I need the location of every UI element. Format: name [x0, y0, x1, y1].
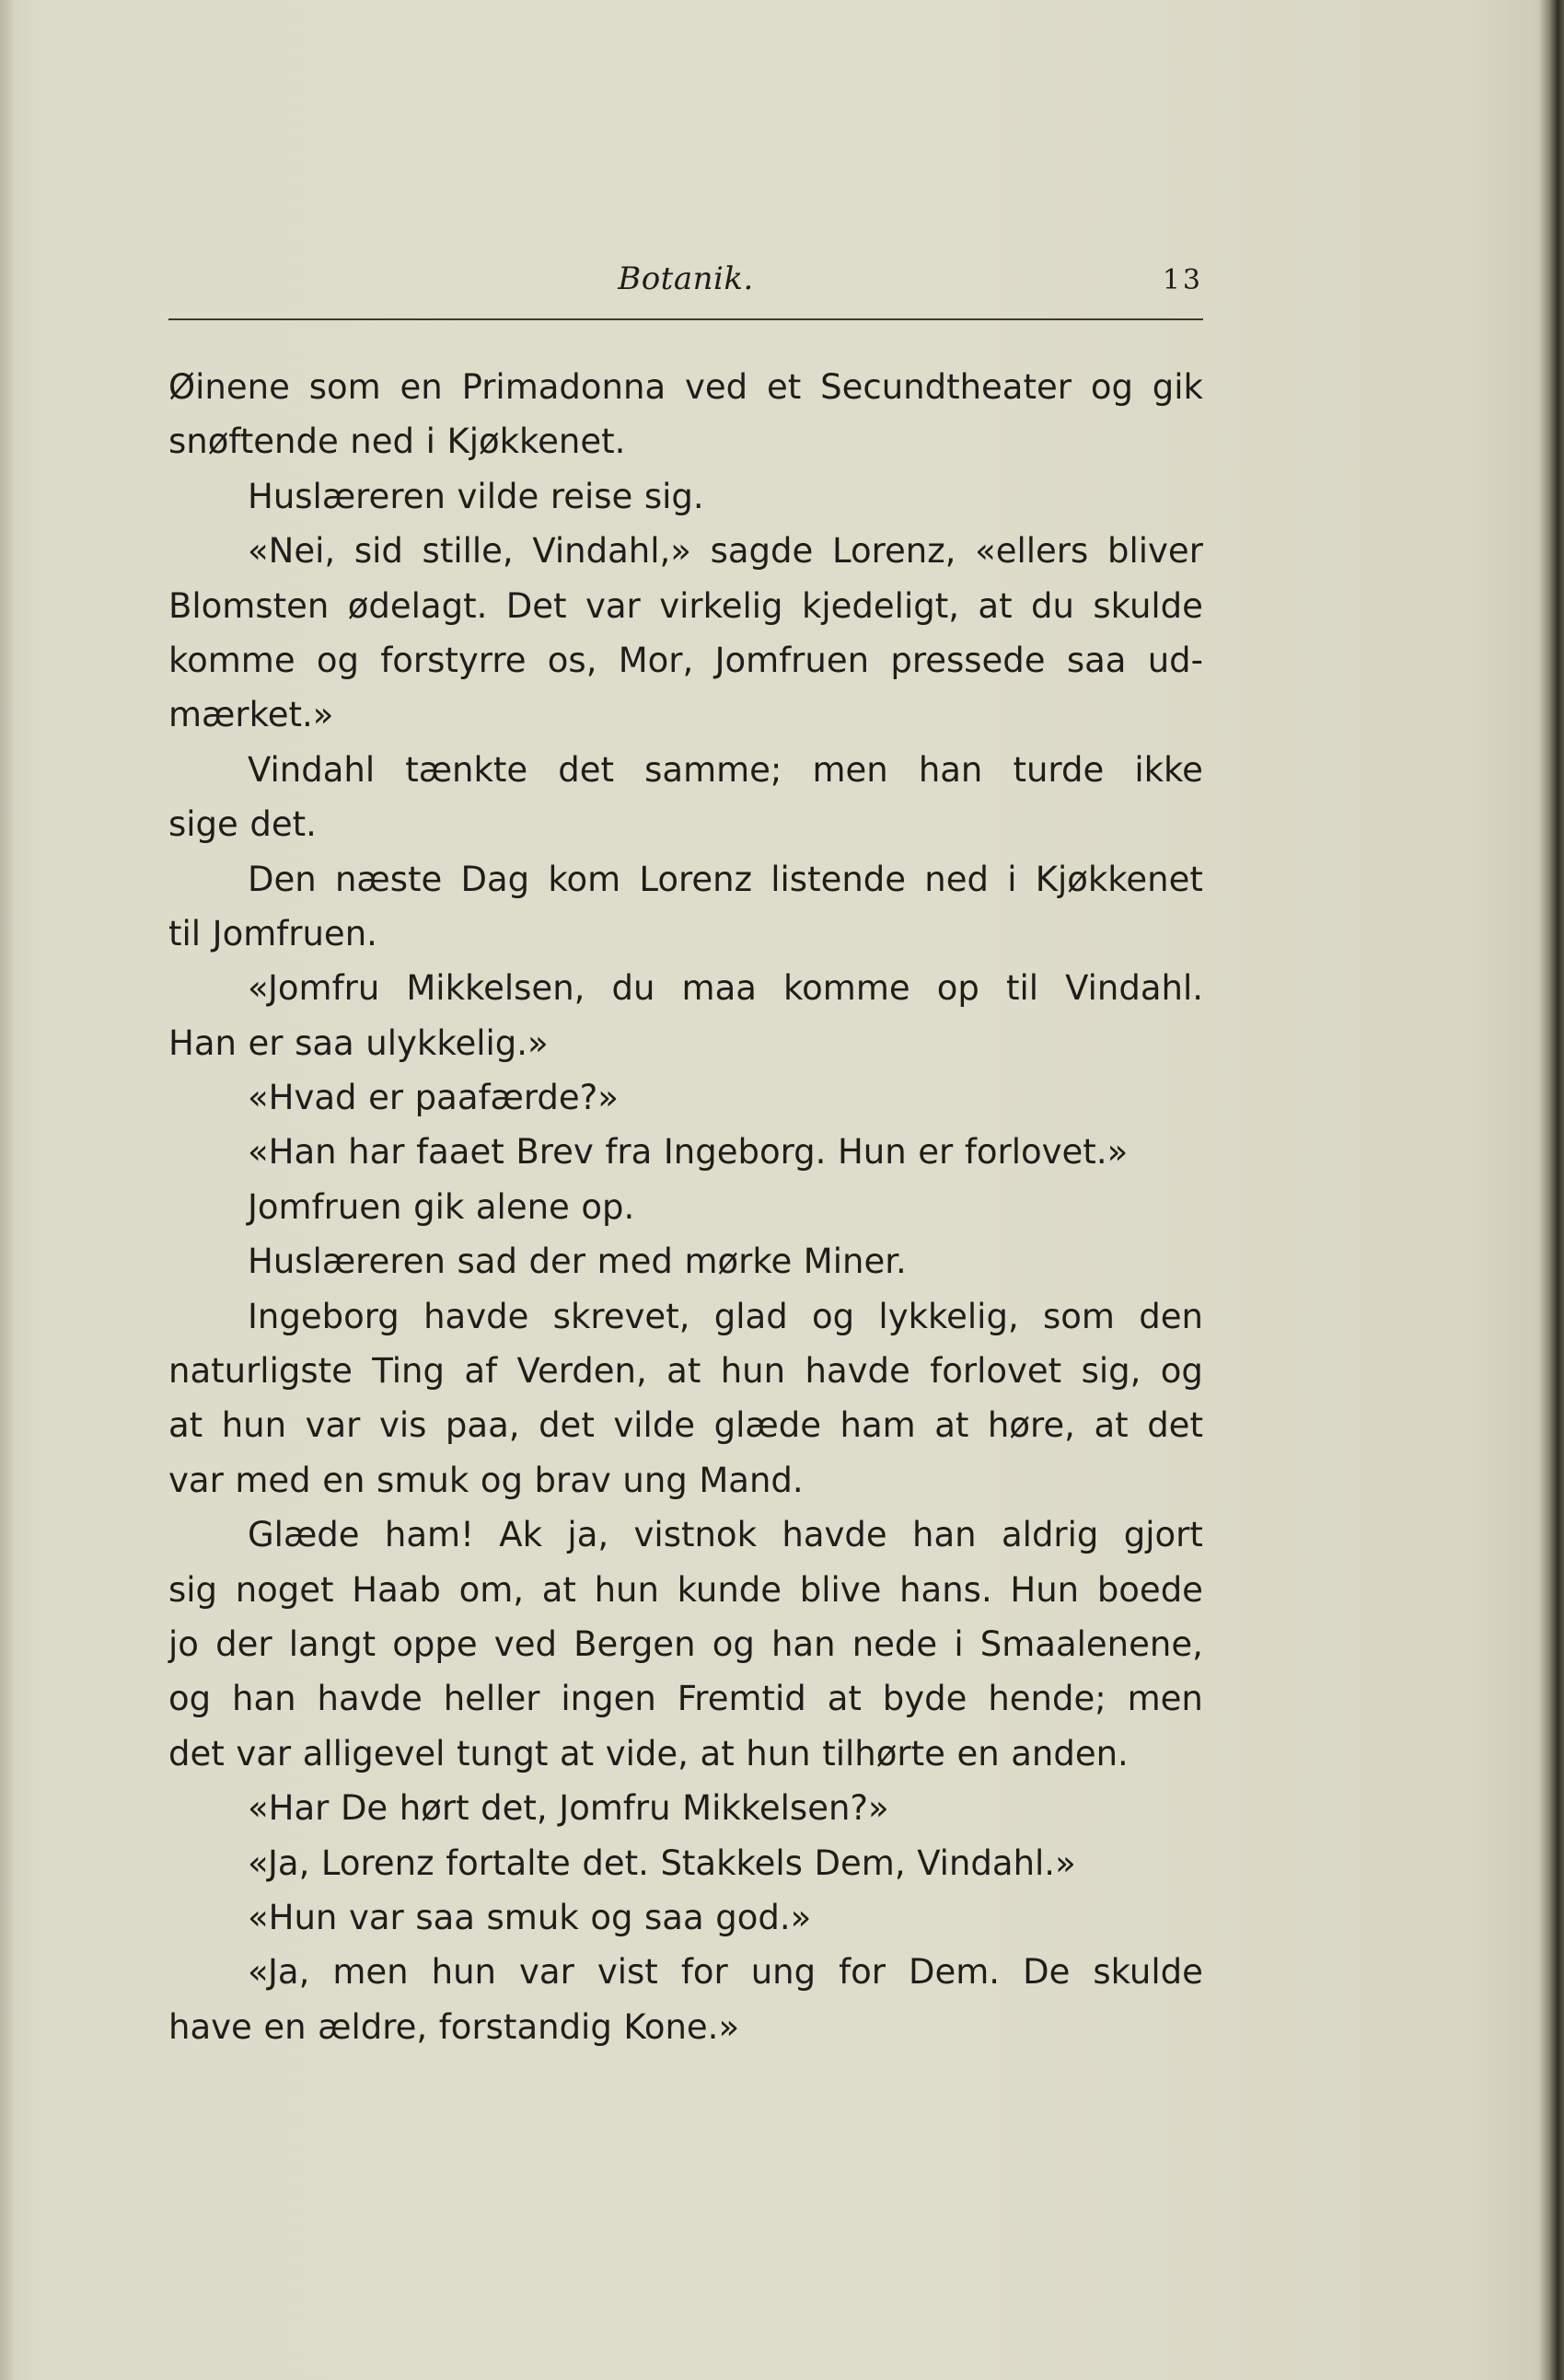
text-word: jo — [168, 1623, 199, 1664]
text-word: Ingeborg. — [663, 1132, 827, 1173]
text-word: Vindahl,» — [532, 531, 691, 572]
text-word: du — [1031, 585, 1074, 626]
text-word: til — [168, 913, 202, 953]
text-word: gik — [413, 1186, 465, 1227]
text-word: «Ja, — [248, 1843, 310, 1883]
text-word: hans. — [899, 1569, 992, 1610]
text-word: og — [1160, 1351, 1203, 1392]
text-word: «Nei, — [248, 531, 336, 572]
text-word: den — [1139, 1296, 1203, 1336]
text-word: at — [700, 1733, 735, 1773]
text-line — [168, 1508, 1203, 1562]
text-word: gjort — [1123, 1515, 1203, 1555]
text-line — [168, 1398, 1203, 1452]
text-line — [168, 633, 1203, 687]
text-word: «Har — [248, 1788, 330, 1829]
text-word: sig — [168, 1569, 218, 1610]
text-word: hun — [431, 1952, 496, 1993]
text-word: ved — [684, 367, 748, 407]
text-word: «Jomfru — [248, 968, 380, 1009]
text-word: ham — [840, 1405, 916, 1446]
text-word: noget — [235, 1569, 334, 1610]
text-word: som — [308, 367, 381, 407]
text-word: og — [1090, 367, 1133, 407]
text-word: ikke — [1134, 749, 1203, 790]
text-word: saa — [415, 1897, 475, 1937]
text-word: Hun — [1010, 1569, 1080, 1610]
text-word: tilhørte — [822, 1733, 945, 1773]
text-word: var — [348, 1897, 404, 1937]
text-word: og — [480, 1460, 523, 1500]
text-word: alligevel — [302, 1733, 446, 1773]
text-word: af — [464, 1351, 498, 1392]
text-line — [168, 1671, 1203, 1726]
text-word: Glæde — [248, 1515, 360, 1555]
text-word: en — [400, 367, 443, 407]
text-word: snøftende — [168, 422, 339, 462]
text-word: Jomfruen — [714, 640, 870, 680]
text-word: Miner. — [803, 1242, 907, 1282]
text-word: Brev — [516, 1132, 594, 1173]
text-word: Vindahl.» — [917, 1843, 1076, 1883]
text-word: Kone.» — [623, 2006, 740, 2047]
text-word: til — [1005, 968, 1039, 1009]
text-line — [168, 797, 1203, 851]
text-word: Ingeborg — [248, 1296, 400, 1336]
text-word: for — [839, 1952, 886, 1993]
text-line — [168, 1890, 1203, 1945]
text-word: forlovet — [930, 1351, 1062, 1392]
text-word: Hun — [837, 1132, 907, 1173]
text-line — [168, 2000, 1203, 2054]
text-word: Vindahl — [248, 749, 376, 790]
text-word: var — [168, 1460, 224, 1500]
text-word: skrevet, — [552, 1296, 690, 1336]
text-word: er — [368, 1078, 404, 1118]
text-word: han — [918, 749, 983, 790]
text-word: god.» — [715, 1897, 812, 1937]
text-word: vide, — [605, 1733, 689, 1773]
text-word: op. — [581, 1186, 635, 1227]
text-word: «Han — [248, 1132, 337, 1173]
text-line — [168, 743, 1203, 797]
text-word: hende; — [988, 1679, 1106, 1719]
text-word: og — [590, 1897, 633, 1937]
text-word: De — [340, 1788, 388, 1829]
text-word: en — [322, 1460, 365, 1500]
text-word: forstandig — [438, 2006, 612, 2047]
text-word: «Hun — [248, 1897, 338, 1937]
text-word: Haab — [352, 1569, 441, 1610]
text-word: listende — [770, 859, 907, 899]
text-word: «ellers — [975, 531, 1089, 572]
text-word: lykkelig, — [878, 1296, 1019, 1336]
text-word: Dem, — [814, 1843, 906, 1883]
text-word: Mand. — [699, 1460, 804, 1500]
text-word: os, — [547, 640, 597, 680]
text-word: hun — [720, 1351, 786, 1392]
text-line — [168, 1836, 1203, 1890]
text-word: saa — [644, 1897, 704, 1937]
text-word: i — [425, 422, 435, 462]
text-word: og — [316, 640, 359, 680]
text-word: Huslæreren — [248, 1242, 446, 1282]
text-word: Verden, — [516, 1351, 647, 1392]
text-word: Huslæreren — [248, 476, 446, 516]
text-word: mørke — [684, 1242, 793, 1282]
text-word: hørt — [399, 1788, 469, 1829]
running-title: Botanik. — [618, 260, 754, 297]
text-word: skulde — [1093, 585, 1203, 626]
text-word: ned — [350, 422, 414, 462]
page-left-edge — [0, 0, 13, 2380]
text-word: ved — [493, 1623, 557, 1664]
text-word: saa — [1066, 640, 1127, 680]
text-line — [168, 687, 1203, 742]
text-word: Bergen — [573, 1623, 696, 1664]
text-word: med — [235, 1460, 311, 1500]
text-word: nede — [852, 1623, 938, 1664]
text-word: Vindahl. — [1065, 968, 1203, 1009]
text-word: aldrig — [1001, 1515, 1099, 1555]
text-word: kom — [548, 859, 621, 899]
page-right-edge-shadow — [1539, 0, 1564, 2380]
text-word: turde — [1013, 749, 1105, 790]
text-word: Mor, — [618, 640, 694, 680]
page-header — [168, 260, 1203, 316]
text-word: smuk — [377, 1460, 469, 1500]
text-word: Dem. — [909, 1952, 1001, 1993]
text-word: at — [1094, 1405, 1129, 1446]
text-word: hun — [594, 1569, 659, 1610]
text-line — [168, 961, 1203, 1015]
text-word: ned — [924, 859, 989, 899]
text-word: det. — [582, 1843, 649, 1883]
text-word: samme; — [644, 749, 782, 790]
text-word: fra — [605, 1132, 653, 1173]
text-word: ud- — [1147, 640, 1203, 680]
text-word: kjedeligt, — [801, 585, 959, 626]
text-line — [168, 524, 1203, 578]
text-word: hun — [221, 1405, 287, 1446]
text-word: fortalte — [446, 1843, 571, 1883]
text-line — [168, 1070, 1203, 1125]
text-word: Jomfru — [559, 1788, 671, 1829]
text-word: i — [1007, 859, 1017, 899]
text-word: Primadonna — [461, 367, 666, 407]
text-word: forstyrre — [380, 640, 527, 680]
text-word: at — [168, 1405, 203, 1446]
text-word: oppe — [392, 1623, 478, 1664]
text-word: stille, — [422, 531, 514, 572]
text-word: var — [585, 585, 641, 626]
text-word: at — [541, 1569, 576, 1610]
text-word: vilde — [613, 1405, 696, 1446]
text-line — [168, 360, 1203, 414]
text-word: et — [766, 367, 802, 407]
text-word: der — [215, 1623, 272, 1664]
text-line — [168, 1344, 1203, 1398]
text-word: naturligste — [168, 1351, 353, 1392]
body-text — [168, 360, 1203, 2054]
text-word: Blomsten — [168, 585, 330, 626]
header-rule — [168, 318, 1203, 320]
text-word: alene — [475, 1186, 570, 1227]
text-word: langt — [288, 1623, 377, 1664]
text-word: at — [666, 1351, 701, 1392]
text-word: og — [168, 1679, 212, 1719]
text-word: er — [918, 1132, 954, 1173]
text-word: smuk — [486, 1897, 579, 1937]
text-word: var — [236, 1733, 292, 1773]
text-word: havde — [423, 1296, 529, 1336]
text-word: og — [712, 1623, 755, 1664]
text-word: Fremtid — [677, 1679, 806, 1719]
text-word: for — [680, 1952, 728, 1993]
text-word: høre, — [987, 1405, 1075, 1446]
text-line — [168, 1727, 1203, 1781]
text-word: sid — [353, 531, 403, 572]
text-word: han — [912, 1515, 977, 1555]
text-word: ung — [750, 1952, 817, 1993]
text-word: sad — [457, 1242, 517, 1282]
text-word: paa, — [445, 1405, 520, 1446]
text-line — [168, 1563, 1203, 1617]
text-word: anden. — [1011, 1733, 1129, 1773]
text-word: op — [936, 968, 979, 1009]
text-word: De — [1023, 1952, 1071, 1993]
text-word: virkelig — [659, 585, 783, 626]
text-word: og — [812, 1296, 855, 1336]
text-word: Lorenz — [639, 859, 753, 899]
text-word: maa — [681, 968, 757, 1009]
text-line — [168, 1180, 1203, 1234]
text-word: byde — [882, 1679, 967, 1719]
text-word: at — [827, 1679, 862, 1719]
text-word: Secundtheater — [820, 367, 1072, 407]
text-word: Mikkelsen?» — [682, 1788, 889, 1829]
text-line — [168, 907, 1203, 961]
text-word: hun — [746, 1733, 811, 1773]
text-word: det — [539, 1405, 595, 1446]
text-line — [168, 1234, 1203, 1288]
text-word: Smaalenene, — [979, 1623, 1203, 1664]
text-word: Øinene — [168, 367, 290, 407]
text-word: ja, — [567, 1515, 609, 1555]
text-word: saa — [295, 1022, 354, 1063]
text-word: med — [597, 1242, 673, 1282]
text-word: at — [978, 585, 1013, 626]
text-word: Jomfruen — [248, 1186, 402, 1227]
text-word: havde — [782, 1515, 887, 1555]
text-word: det — [168, 1733, 225, 1773]
text-word: gik — [1152, 367, 1203, 407]
text-word: men — [812, 749, 888, 790]
text-word: havde — [805, 1351, 910, 1392]
text-word: Jomfruen. — [212, 913, 377, 953]
text-word: er — [248, 1022, 284, 1063]
text-word: tænkte — [405, 749, 528, 790]
text-word: glad — [713, 1296, 788, 1336]
text-line — [168, 1617, 1203, 1671]
text-line — [168, 1945, 1203, 1999]
text-word: du — [611, 968, 655, 1009]
text-word: boede — [1096, 1569, 1203, 1610]
text-word: Ting — [372, 1351, 445, 1392]
text-word: Ak — [499, 1515, 543, 1555]
text-line — [168, 1125, 1203, 1179]
text-word: om, — [458, 1569, 525, 1610]
text-word: var — [519, 1952, 574, 1993]
text-word: glæde — [713, 1405, 821, 1446]
text-word: have — [168, 2006, 252, 2047]
text-word: ingen — [561, 1679, 656, 1719]
text-line — [168, 579, 1203, 633]
text-word: det — [558, 749, 615, 790]
text-word: blive — [799, 1569, 882, 1610]
text-word: ødelagt. — [347, 585, 488, 626]
text-line — [168, 1289, 1203, 1344]
text-word: «Ja, — [248, 1952, 310, 1993]
text-line — [168, 1453, 1203, 1508]
text-word: Mikkelsen, — [406, 968, 585, 1009]
text-word: brav — [534, 1460, 611, 1500]
text-word: Lorenz — [320, 1843, 434, 1883]
text-word: Kjøkkenet. — [446, 422, 626, 462]
text-word: komme — [168, 640, 295, 680]
text-word: bliver — [1106, 531, 1203, 572]
text-word: skulde — [1093, 1952, 1203, 1993]
text-word: men — [1127, 1679, 1203, 1719]
text-word: faaet — [416, 1132, 504, 1173]
text-word: komme — [783, 968, 910, 1009]
text-word: vis — [378, 1405, 427, 1446]
text-word: Han — [168, 1022, 237, 1063]
text-line — [168, 469, 1203, 524]
text-word: en — [263, 2006, 307, 2047]
text-word: at — [934, 1405, 969, 1446]
text-word: ung — [622, 1460, 688, 1500]
text-word: sig. — [643, 476, 704, 516]
text-word: Det — [505, 585, 567, 626]
text-word: han — [232, 1679, 296, 1719]
text-word: «Hvad — [248, 1078, 357, 1118]
text-word: heller — [443, 1679, 540, 1719]
text-word: vist — [597, 1952, 658, 1993]
text-word: det, — [481, 1788, 548, 1829]
text-word: i — [954, 1623, 964, 1664]
text-word: som — [1043, 1296, 1115, 1336]
text-word: Dag — [460, 859, 530, 899]
text-word: næste — [334, 859, 443, 899]
text-word: ham! — [384, 1515, 474, 1555]
text-word: kunde — [677, 1569, 782, 1610]
text-word: ældre, — [318, 2006, 428, 2047]
text-word: mærket.» — [168, 695, 334, 735]
text-word: det. — [249, 804, 317, 845]
text-word: vilde — [457, 476, 539, 516]
text-word: en — [956, 1733, 1000, 1773]
text-line — [168, 1016, 1203, 1070]
text-word: at — [559, 1733, 595, 1773]
text-word: sige — [168, 804, 238, 845]
text-word: var — [305, 1405, 361, 1446]
text-word: Kjøkkenet — [1035, 859, 1203, 899]
text-word: Lorenz, — [831, 531, 956, 572]
text-word: havde — [317, 1679, 423, 1719]
text-word: men — [332, 1952, 409, 1993]
text-word: pressede — [890, 640, 1046, 680]
text-word: forlovet.» — [964, 1132, 1129, 1173]
text-word: paafærde?» — [414, 1078, 619, 1118]
text-word: Den — [248, 859, 317, 899]
text-line — [168, 414, 1203, 468]
text-word: sig, — [1081, 1351, 1141, 1392]
text-word: tungt — [457, 1733, 549, 1773]
text-word: Stakkels — [660, 1843, 803, 1883]
text-word: det — [1147, 1405, 1203, 1446]
page-number: 13 — [1162, 264, 1203, 296]
text-line — [168, 852, 1203, 907]
text-word: sagde — [710, 531, 814, 572]
text-word: har — [348, 1132, 405, 1173]
text-word: der — [528, 1242, 585, 1282]
text-word: han — [770, 1623, 836, 1664]
text-line — [168, 1781, 1203, 1835]
text-word: vistnok — [633, 1515, 757, 1555]
text-word: reise — [550, 476, 633, 516]
text-word: ulykkelig.» — [365, 1022, 549, 1063]
